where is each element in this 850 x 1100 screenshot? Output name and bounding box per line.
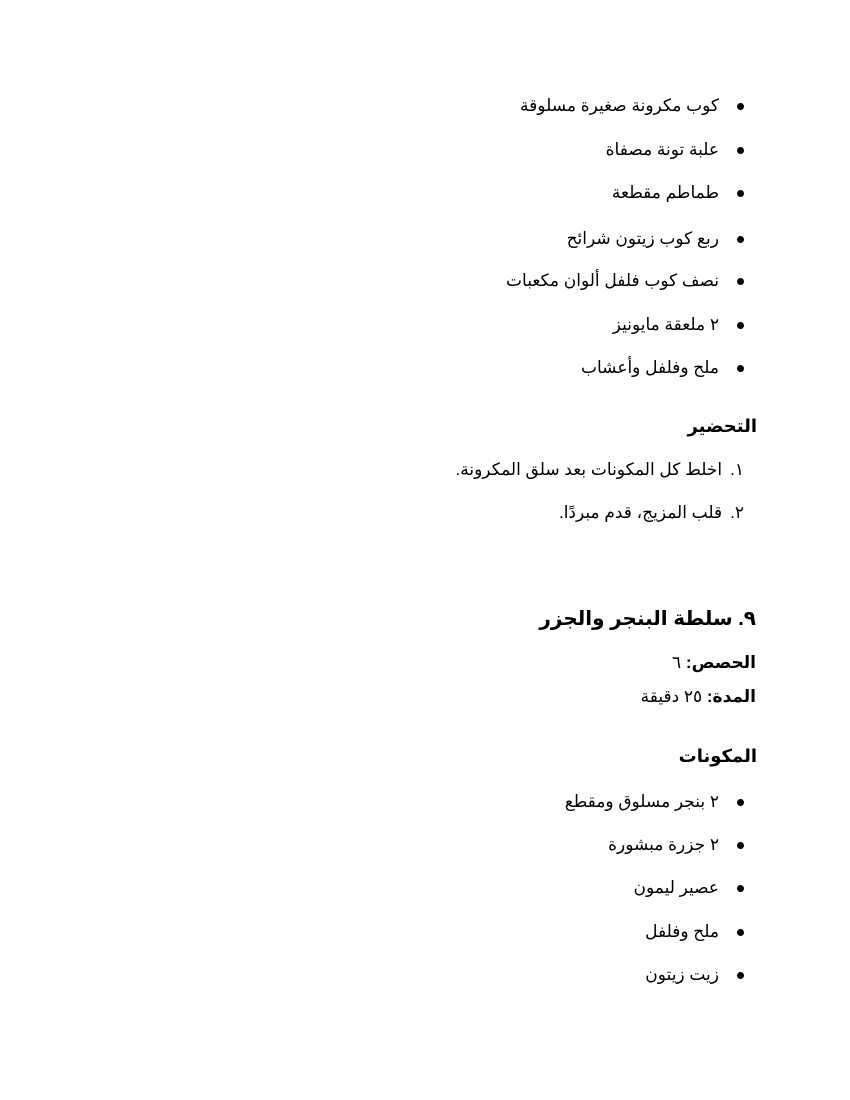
list-item bbox=[581, 357, 744, 379]
bullet-icon bbox=[737, 929, 744, 936]
step-text: قلب المزيج، قدم مبردًا. bbox=[558, 503, 723, 522]
list-item bbox=[608, 834, 744, 856]
list-item-text: زيت زيتون bbox=[645, 965, 719, 984]
list-item-text: ٢ جزرة مبشورة bbox=[608, 835, 719, 854]
prep-step bbox=[456, 459, 744, 481]
duration-line bbox=[641, 686, 756, 708]
list-item bbox=[565, 791, 744, 813]
bullet-icon bbox=[737, 278, 744, 285]
servings-line bbox=[672, 652, 756, 674]
list-item bbox=[613, 314, 744, 336]
bullet-icon bbox=[737, 842, 744, 849]
step-text: اخلط كل المكونات بعد سلق المكرونة. bbox=[455, 460, 723, 479]
bullet-icon bbox=[737, 236, 744, 243]
list-item bbox=[645, 921, 744, 943]
list-item bbox=[520, 95, 744, 117]
list-item bbox=[567, 228, 744, 250]
preparation-heading: التحضير bbox=[687, 416, 757, 436]
bullet-icon bbox=[737, 147, 744, 154]
list-item-text: ربع كوب زيتون شرائح bbox=[566, 229, 719, 248]
servings-value: ٦ bbox=[672, 653, 682, 672]
recipe-title: ٩. سلطة البنجر والجزر bbox=[539, 608, 756, 630]
list-item bbox=[645, 964, 744, 986]
duration-label: المدة: bbox=[706, 687, 756, 706]
list-item-text: علبة تونة مصفاة bbox=[605, 140, 719, 159]
list-item bbox=[612, 182, 744, 204]
list-item bbox=[633, 877, 744, 899]
list-item-text: كوب مكرونة صغيرة مسلوقة bbox=[520, 96, 719, 115]
list-item-text: ملح وفلفل bbox=[645, 922, 719, 941]
bullet-icon bbox=[737, 103, 744, 110]
bullet-icon bbox=[737, 799, 744, 806]
bullet-icon bbox=[737, 322, 744, 329]
bullet-icon bbox=[737, 885, 744, 892]
list-item-text: ملح وفلفل وأعشاب bbox=[580, 358, 719, 377]
list-item-text: عصير ليمون bbox=[633, 878, 719, 897]
list-item-text: ٢ بنجر مسلوق ومقطع bbox=[564, 792, 719, 811]
prep-step bbox=[559, 502, 744, 524]
list-item bbox=[606, 139, 744, 161]
step-number: ٢. bbox=[730, 503, 744, 522]
list-item-text: ٢ ملعقة مايونيز bbox=[612, 315, 719, 334]
ingredients-heading: المكونات bbox=[678, 746, 757, 766]
bullet-icon bbox=[737, 190, 744, 197]
list-item bbox=[506, 270, 744, 292]
list-item-text: نصف كوب فلفل ألوان مكعبات bbox=[506, 271, 719, 290]
step-number: ١. bbox=[730, 460, 744, 479]
bullet-icon bbox=[737, 365, 744, 372]
duration-value: ٢٥ دقيقة bbox=[640, 687, 703, 706]
servings-label: الحصص: bbox=[685, 653, 756, 672]
list-item-text: طماطم مقطعة bbox=[611, 183, 719, 202]
bullet-icon bbox=[737, 972, 744, 979]
